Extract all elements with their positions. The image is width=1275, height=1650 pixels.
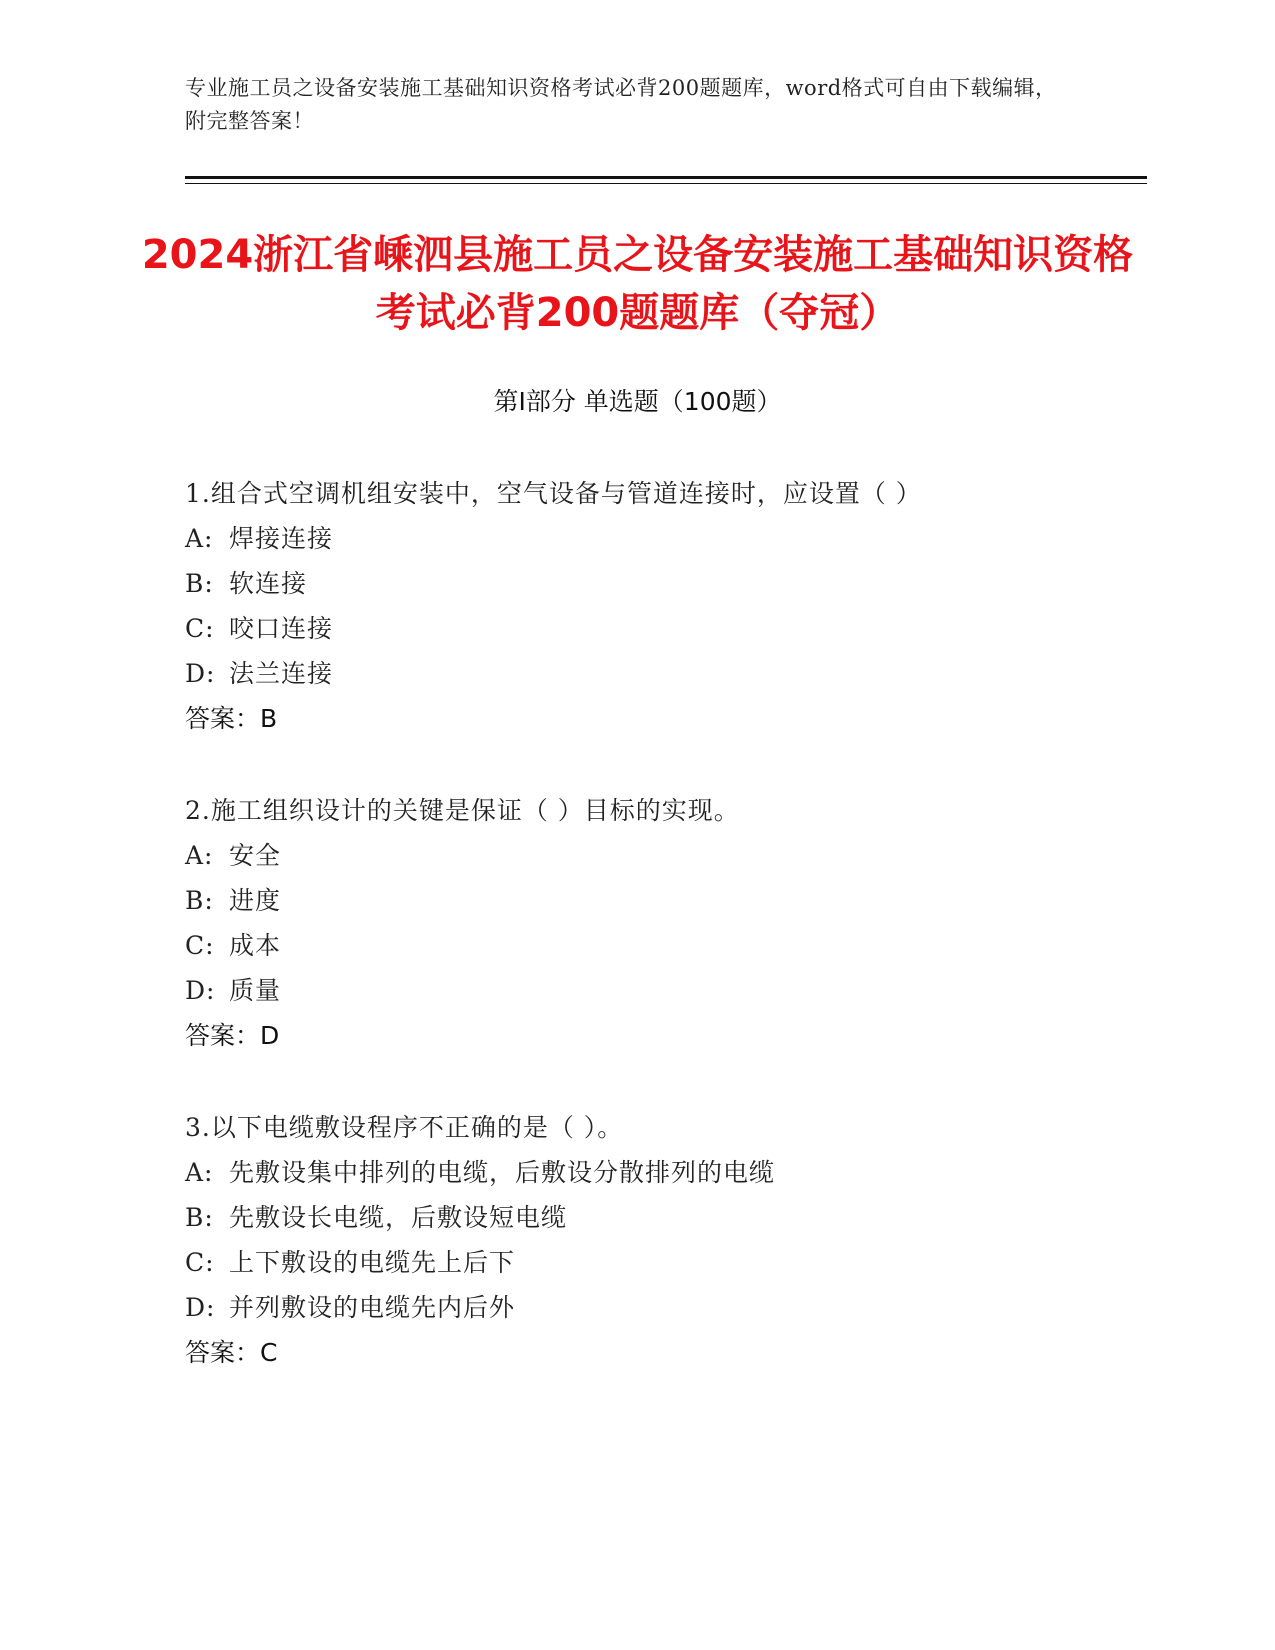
option-b — [185, 561, 1145, 606]
option-text: 先敷设长电缆，后敷设短电缆 — [229, 1203, 568, 1232]
option-text: 咬口连接 — [229, 614, 334, 643]
question-2 — [185, 788, 1145, 1058]
option-text: 软连接 — [229, 569, 308, 598]
option-a — [185, 1150, 1145, 1195]
answer: 答案：C — [185, 1338, 278, 1367]
option-a — [185, 516, 1145, 561]
answer: 答案：D — [185, 1021, 280, 1050]
option-key: D: — [185, 976, 216, 1005]
option-a — [185, 833, 1145, 878]
option-key: C: — [185, 1248, 215, 1277]
option-text: 安全 — [229, 841, 282, 870]
option-d — [185, 968, 1145, 1013]
option-text: 成本 — [229, 931, 282, 960]
question-stem: 2.施工组织设计的关键是保证（ ）目标的实现。 — [185, 796, 740, 825]
option-key: A: — [185, 1158, 214, 1187]
option-key: B: — [185, 886, 214, 915]
option-key: B: — [185, 569, 214, 598]
option-key: D: — [185, 1293, 216, 1322]
option-c — [185, 606, 1145, 651]
option-key: D: — [185, 659, 216, 688]
option-c — [185, 923, 1145, 968]
option-key: A: — [185, 841, 214, 870]
option-text: 进度 — [229, 886, 282, 915]
option-key: C: — [185, 931, 215, 960]
option-c — [185, 1240, 1145, 1285]
option-text: 上下敷设的电缆先上后下 — [229, 1248, 516, 1277]
question-stem: 1.组合式空调机组安装中，空气设备与管道连接时，应设置（ ） — [185, 479, 922, 508]
section-title: 第I部分 单选题（100题） — [493, 387, 782, 416]
header-divider-thick — [185, 176, 1147, 179]
option-text: 质量 — [229, 976, 282, 1005]
option-text: 并列敷设的电缆先内后外 — [229, 1293, 516, 1322]
option-b — [185, 1195, 1145, 1240]
option-key: C: — [185, 614, 215, 643]
question-3 — [185, 1105, 1145, 1375]
header-divider-thin — [185, 183, 1147, 184]
option-key: B: — [185, 1203, 214, 1232]
option-text: 焊接连接 — [229, 524, 334, 553]
document-title: 2024浙江省嵊泗县施工员之设备安装施工基础知识资格考试必背200题题库（夺冠） — [141, 232, 1134, 336]
option-key: A: — [185, 524, 214, 553]
option-text: 法兰连接 — [229, 659, 334, 688]
option-b — [185, 878, 1145, 923]
question-stem: 3.以下电缆敷设程序不正确的是（ ）。 — [185, 1113, 624, 1142]
question-1 — [185, 471, 1145, 741]
answer: 答案：B — [185, 704, 278, 733]
option-text: 先敷设集中排列的电缆，后敷设分散排列的电缆 — [229, 1158, 776, 1187]
header-note: 专业施工员之设备安装施工基础知识资格考试必背200题题库，word格式可自由下载编辑，附完整答案！ — [185, 76, 1057, 133]
option-d — [185, 1285, 1145, 1330]
option-d — [185, 651, 1145, 696]
